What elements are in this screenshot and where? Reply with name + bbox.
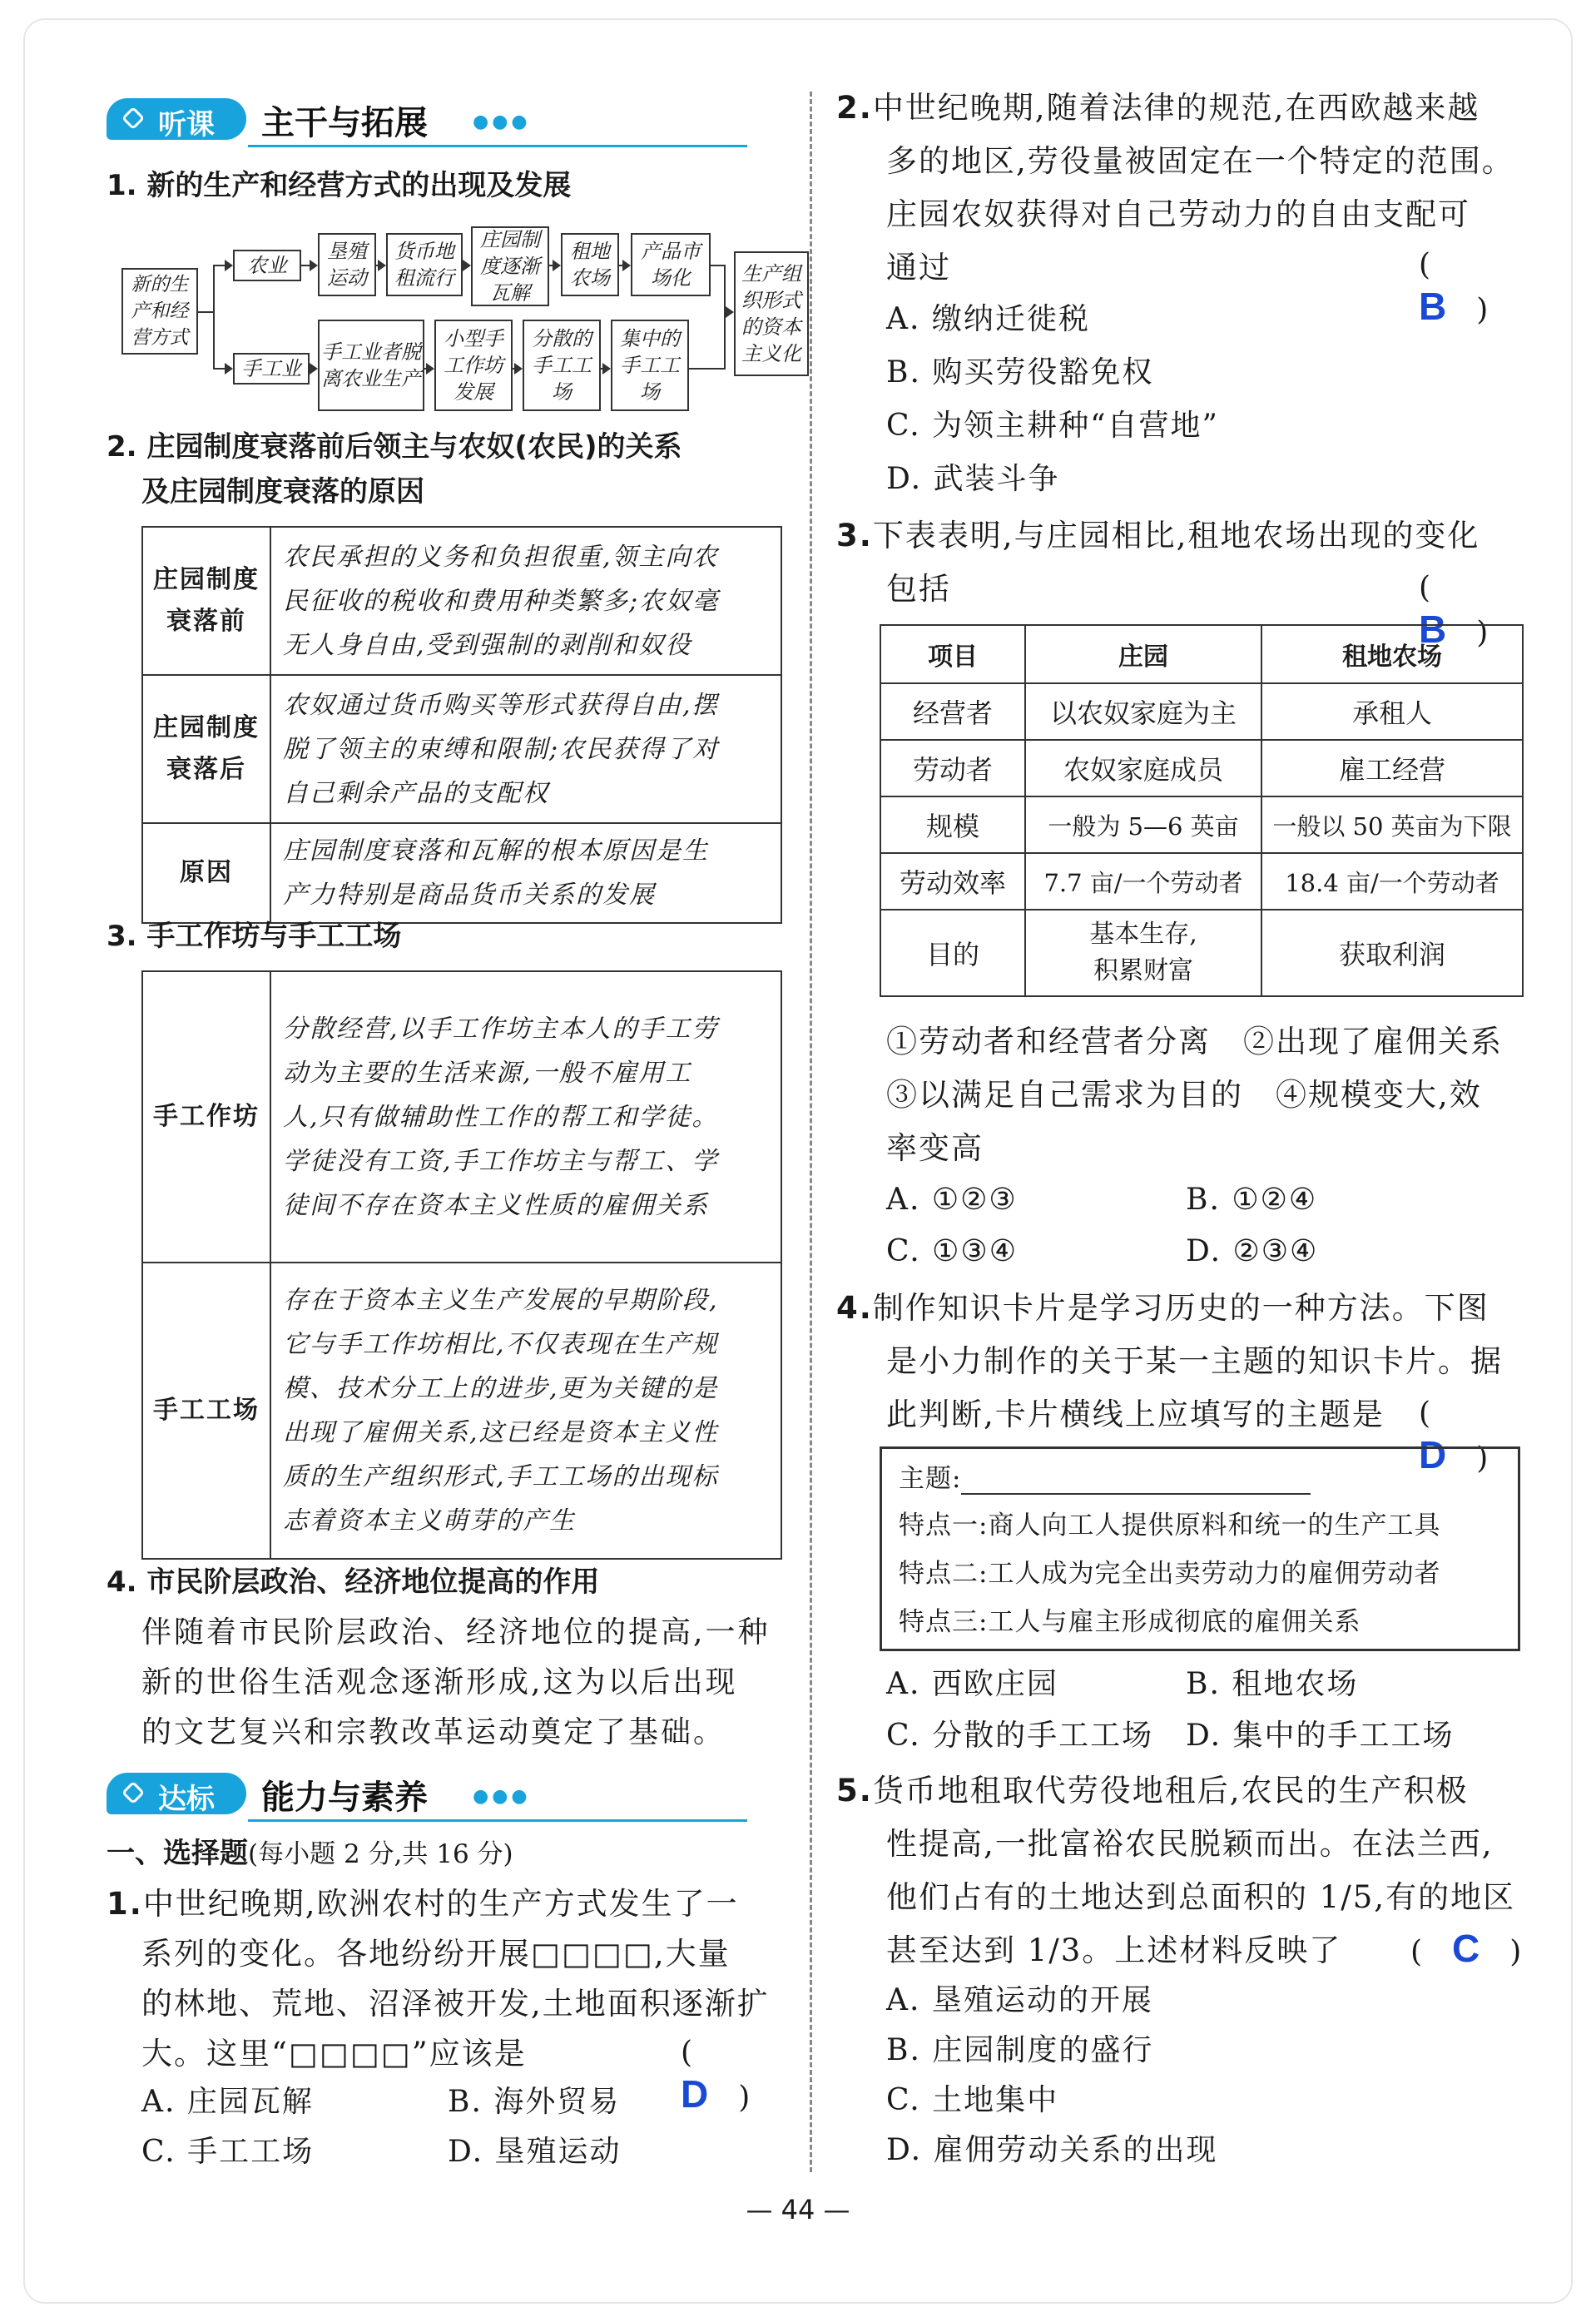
table-header: 庄园 [1025, 625, 1261, 683]
row-line: 出现了雇佣关系,这已经是资本主义性 [283, 1418, 719, 1447]
table-row [880, 796, 1523, 853]
q5-option-d: D. 雇佣劳动关系的出现 [886, 2133, 1218, 2167]
row-line: 模、技术分工上的进步,更为关键的是 [283, 1374, 719, 1403]
q4-option-c: C. 分散的手工工场 [886, 1719, 1154, 1753]
section-tag: 达标 [107, 1773, 246, 1814]
section-underline [248, 1819, 747, 1822]
q1-answer: D [681, 2072, 709, 2116]
table-row [142, 675, 781, 823]
table-cell: 规模 [880, 796, 1025, 853]
q3-line: 3.下表表明,与庄园相比,租地农场出现的变化 [836, 518, 1480, 553]
row-key: 庄园制度 [153, 713, 260, 742]
item4-line: 新的世俗生活观念逐渐形成,这为以后出现 [141, 1665, 738, 1699]
flow-reclamation: 垦殖运动 [318, 233, 376, 296]
row-line: 民征收的税收和费用种类繁多;农奴毫 [283, 586, 720, 616]
q2-option-d: D. 武装斗争 [886, 462, 1060, 496]
flow-manor-decline: 庄园制度逐渐瓦解 [471, 226, 549, 306]
row-line: 分散经营,以手工作坊主本人的手工劳 [283, 1014, 719, 1044]
row-line: 人,只有做辅助性工作的帮工和学徒。 [283, 1102, 719, 1132]
workshop-table [141, 970, 782, 1560]
row-line: 脱了领主的束缚和限制;农民获得了对 [283, 734, 720, 764]
table-header-row [880, 625, 1523, 683]
diamond-icon [121, 1781, 145, 1804]
q3-statement: ③以满足自己需求为目的 ④规模变大,效 [886, 1077, 1482, 1113]
row-line: 产力特别是商品货币关系的发展 [283, 881, 656, 910]
flowchart [121, 226, 812, 413]
q4-line: 此判断,卡片横线上应填写的主题是 [886, 1397, 1385, 1432]
q3-option-d: D. ②③④ [1186, 1234, 1319, 1268]
row-key: 原因 [142, 823, 270, 923]
table-cell: 承租人 [1261, 683, 1523, 740]
farm-table [880, 624, 1524, 997]
flow-dispersed-factory: 分散的手工工场 [523, 320, 601, 411]
q3-statement: ①劳动者和经营者分离 ②出现了雇佣关系 [886, 1024, 1503, 1059]
q2-option-b: B. 购买劳役豁免权 [886, 355, 1154, 389]
q2-answer-bracket: ( B ) [1419, 248, 1489, 328]
row-key: 衰落后 [166, 755, 246, 784]
row-line: 农奴通过货币购买等形式获得自由,摆 [283, 690, 719, 720]
flow-centralized-factory: 集中的手工工场 [611, 320, 689, 411]
item2-heading-line1: 2. 庄园制度衰落前后领主与农奴(农民)的关系 [107, 430, 682, 464]
table-row [142, 527, 781, 675]
table-cell: 劳动效率 [880, 853, 1025, 910]
section-header-goal [107, 1764, 756, 1823]
q4-answer: D [1419, 1433, 1447, 1476]
row-key: 手工作坊 [142, 971, 270, 1263]
q5-answer: C [1452, 1927, 1480, 1970]
q1-option-c: C. 手工工场 [141, 2135, 315, 2169]
dots-icon: ●●● [473, 1786, 531, 1807]
row-line: 存在于资本主义生产发展的早期阶段, [283, 1286, 719, 1315]
table-cell: 雇工经营 [1261, 740, 1523, 796]
card-feature: 特点三:工人与雇主形成彻底的雇佣关系 [899, 1607, 1361, 1637]
table-cell: 一般为 5—6 英亩 [1025, 796, 1261, 853]
q1-option-a: A. 庄园瓦解 [141, 2085, 314, 2119]
q4-line: 是小力制作的关于某一主题的知识卡片。据 [886, 1343, 1503, 1379]
item4-line: 伴随着市民阶层政治、经济地位的提高,一种 [141, 1615, 771, 1650]
table-cell: 一般以 50 英亩为下限 [1261, 796, 1523, 853]
card-blank [961, 1470, 1311, 1495]
item4-line: 的文艺复兴和宗教改革运动奠定了基础。 [141, 1715, 726, 1749]
q1-option-b: B. 海外贸易 [448, 2085, 621, 2119]
q1-option-d: D. 垦殖运动 [448, 2135, 622, 2169]
page-number: — 44 — [746, 2194, 850, 2225]
manor-table [141, 526, 782, 924]
flow-small-workshop: 小型手工作坊发展 [434, 320, 513, 411]
flow-craftsmen-leave: 手工业者脱离农业生产 [318, 320, 424, 411]
item1-heading: 1. 新的生产和经营方式的出现及发展 [107, 169, 572, 202]
flow-result: 生产组织形式的资本主义化 [734, 251, 809, 376]
row-key: 衰落前 [166, 607, 246, 636]
row-line: 庄园制度衰落和瓦解的根本原因是生 [283, 836, 709, 866]
q2-line: 通过 [886, 250, 951, 285]
row-key: 庄园制度 [153, 565, 260, 594]
section-tag: 听课 [107, 98, 246, 140]
q5-answer-bracket: ( C ) [1410, 1927, 1522, 1970]
table-cell: 农奴家庭成员 [1025, 740, 1261, 796]
q3-answer: B [1419, 608, 1447, 651]
table-row [142, 823, 781, 923]
row-key: 手工工场 [142, 1263, 270, 1559]
q3-statement: 率变高 [886, 1130, 984, 1166]
flow-money-rent: 货币地租流行 [386, 233, 463, 296]
q1-line: 大。这里“□□□□”应该是 [141, 2036, 527, 2071]
q3-option-b: B. ①②④ [1186, 1183, 1318, 1217]
table-row [142, 971, 781, 1263]
q2-line: 庄园农奴获得对自己劳动力的自由支配可 [886, 196, 1470, 232]
q1-answer-bracket: ( D ) [681, 2036, 751, 2116]
part-label: 一、选择题 [107, 1837, 248, 1870]
flow-handicraft: 手工业 [233, 353, 310, 385]
table-cell: 18.4 亩/一个劳动者 [1261, 853, 1523, 910]
q4-option-b: B. 租地农场 [1186, 1667, 1359, 1701]
q4-option-a: A. 西欧庄园 [886, 1667, 1058, 1701]
knowledge-card [880, 1446, 1520, 1651]
row-line: 自己剩余产品的支配权 [283, 778, 549, 808]
table-row [880, 683, 1523, 740]
table-row [880, 910, 1523, 996]
item4-heading: 4. 市民阶层政治、经济地位提高的作用 [107, 1565, 600, 1599]
table-cell: 积累财富 [1093, 956, 1193, 985]
q5-option-b: B. 庄园制度的盛行 [886, 2033, 1154, 2067]
table-cell: 以农奴家庭为主 [1025, 683, 1261, 740]
part-heading [107, 1831, 513, 1877]
card-feature: 特点一:商人向工人提供原料和统一的生产工具 [899, 1511, 1441, 1541]
q2-line: 多的地区,劳役量被固定在一个特定的范围。 [886, 143, 1514, 179]
table-cell: 获取利润 [1261, 910, 1523, 996]
part-note: (每小题 2 分,共 16 分) [248, 1839, 513, 1869]
table-row [880, 740, 1523, 796]
q1-line: 的林地、荒地、沼泽被开发,土地面积逐渐扩 [141, 1986, 770, 2022]
section-title: 主干与拓展 [261, 104, 428, 142]
q2-answer: B [1419, 285, 1447, 328]
q4-line: 4.制作知识卡片是学习历史的一种方法。下图 [836, 1290, 1489, 1326]
q3-option-a: A. ①②③ [886, 1183, 1018, 1217]
table-cell: 7.7 亩/一个劳动者 [1025, 853, 1261, 910]
q3-option-c: C. ①③④ [886, 1234, 1018, 1268]
q4-answer-bracket: ( D ) [1419, 1397, 1489, 1476]
diamond-icon [121, 107, 145, 130]
table-row [142, 1263, 781, 1559]
q1-line: 1.中世纪晚期,欧洲农村的生产方式发生了一 [107, 1886, 739, 1922]
section-title: 能力与素养 [261, 1779, 428, 1817]
table-cell: 目的 [880, 910, 1025, 996]
q3-answer-bracket: ( B ) [1419, 571, 1489, 651]
q5-line: 他们占有的土地达到总面积的 1/5,有的地区 [886, 1879, 1516, 1915]
table-header: 项目 [880, 625, 1025, 683]
q3-line: 包括 [886, 571, 951, 607]
flow-lease-farm: 租地农场 [561, 233, 619, 296]
q2-line: 2.中世纪晚期,随着法律的规范,在西欧越来越 [836, 90, 1480, 126]
row-line: 它与手工作坊相比,不仅表现在生产规 [283, 1330, 719, 1359]
q4-option-d: D. 集中的手工工场 [1186, 1719, 1455, 1753]
q1-line: 系列的变化。各地纷纷开展□□□□,大量 [141, 1936, 731, 1972]
row-line: 徒间不存在资本主义性质的雇佣关系 [283, 1190, 709, 1220]
row-line: 无人身自由,受到强制的剥削和奴役 [283, 630, 692, 660]
row-line: 学徒没有工资,手工作坊主与帮工、学 [283, 1146, 719, 1176]
q5-line: 5.货币地租取代劳役地租后,农民的生产积极 [836, 1773, 1469, 1808]
item2-heading-line2: 及庄园制度衰落的原因 [141, 475, 424, 509]
section-header-listen [107, 90, 756, 148]
section-underline [248, 145, 747, 147]
table-header: 租地农场 [1261, 625, 1523, 683]
flow-marketization: 产品市场化 [631, 233, 711, 296]
flow-agriculture: 农业 [233, 250, 301, 281]
flow-root: 新的生产和经营方式 [121, 268, 198, 355]
table-cell: 劳动者 [880, 740, 1025, 796]
q2-option-c: C. 为领主耕种“自营地” [886, 409, 1219, 443]
row-line: 农民承担的义务和负担很重,领主向农 [283, 542, 719, 572]
q5-option-a: A. 垦殖运动的开展 [886, 1983, 1153, 2017]
card-feature: 特点二:工人成为完全出卖劳动力的雇佣劳动者 [899, 1559, 1441, 1589]
q2-option-a: A. 缴纳迁徙税 [886, 302, 1090, 336]
row-line: 质的生产组织形式,手工工场的出现标 [283, 1462, 719, 1491]
q5-line: 甚至达到 1/3。上述材料反映了 [886, 1933, 1342, 1968]
table-row [880, 853, 1523, 910]
q5-line: 性提高,一批富裕农民脱颖而出。在法兰西, [886, 1826, 1494, 1862]
table-cell: 经营者 [880, 683, 1025, 740]
item3-heading: 3. 手工作坊与手工工场 [107, 920, 402, 953]
card-topic: 主题: [899, 1457, 1311, 1495]
q5-option-c: C. 土地集中 [886, 2083, 1059, 2117]
row-line: 动为主要的生活来源,一般不雇用工 [283, 1058, 692, 1088]
table-cell: 基本生存, [1089, 920, 1197, 949]
dots-icon: ●●● [473, 112, 531, 132]
row-line: 志着资本主义萌芽的产生 [283, 1506, 576, 1536]
